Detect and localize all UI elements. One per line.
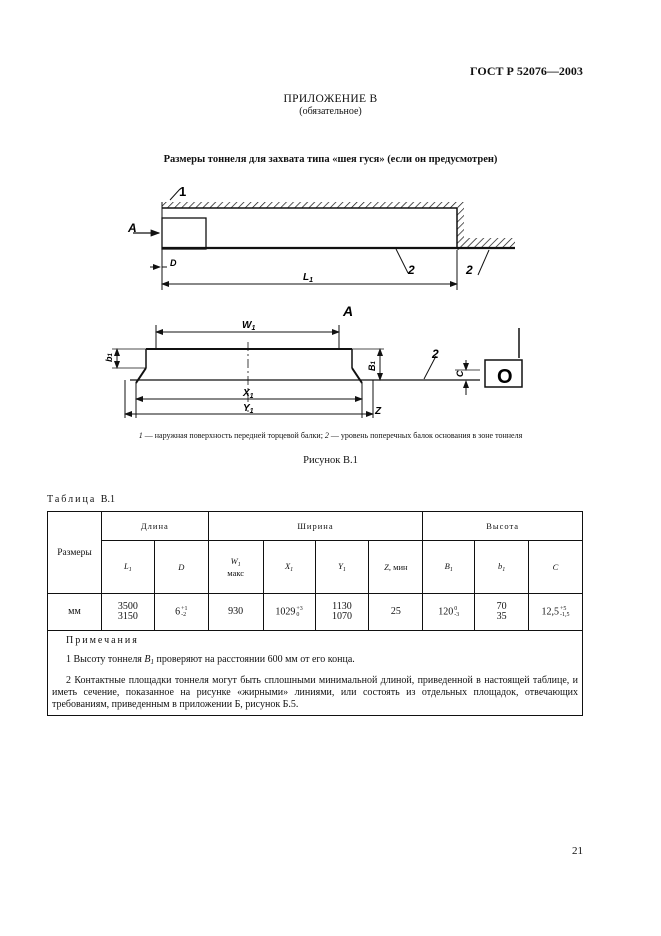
header-height: Высота [423,512,583,541]
appendix-subtitle: (обязательное) [299,106,362,117]
dim-x-label: $X_1$ [243,388,254,400]
header-l1: $L_1$ [101,541,154,594]
header-z: Z, мин [369,541,423,594]
cell-z: 25 [369,594,423,631]
header-sizes: Размеры [48,512,102,594]
note-2: 2 Контактные площадки тоннеля могут быть сплошными минимальной длиной, приведенной в настоящей таблице, и иметь сечение, показанное на рисунке «жирными» линиями, или состоять из отдельных площадок, отвечающих требованиям, приведенным в приложении Б, рисунок Б.5. [52,675,578,710]
o-symbol: O [497,366,513,388]
header-c: C [529,541,583,594]
figure-caption: Рисунок В.1 [303,455,358,466]
dim-z-label: Z [375,406,382,417]
header-b1: $B_1$ [423,541,475,594]
view-a [104,303,522,418]
cell-w1: 930 [208,594,263,631]
dim-d-label: D [170,258,177,268]
header-x1: $X_1$ [263,541,315,594]
header-y1: $Y_1$ [315,541,369,594]
callout-2c: 2 [432,347,439,361]
cell-y1: 1130 1070 [315,594,369,631]
dim-bb-label: B1 [367,361,377,371]
side-view [127,184,515,290]
cell-c: 12,5+5 -1,5 [529,594,583,631]
cell-x1: 1029+3 0 [263,594,315,631]
header-bb1: $b_1$ [475,541,529,594]
dim-c-label: C [455,370,465,377]
dim-l-label: $L_1$ [303,272,314,284]
appendix-title: ПРИЛОЖЕНИЕ В [283,93,378,105]
table-notes [48,631,583,716]
cell-b1: 1200 -3 [423,594,475,631]
callout-1: 1 [179,184,187,199]
notes-title: Примечания [66,635,139,646]
table-row [48,594,583,631]
table-label: Таблица В.1 [47,494,115,505]
header-d: D [154,541,208,594]
dimensions-table [47,511,583,716]
page-number: 21 [572,845,583,857]
callout-2b: 2 [466,263,473,277]
cell-d: 6+1 -2 [154,594,208,631]
dim-b-label: b1 [104,353,114,362]
tunnel-drawing [0,0,661,430]
note-1: 1 Высоту тоннеля $B_1$ проверяют на расстоянии 600 мм от его конца. [66,654,355,666]
callout-2: 2 [408,263,415,277]
dim-y-label: $Y_1$ [243,403,254,415]
header-w1: $W_1$ макс [208,541,263,594]
header-width: Ширина [208,512,423,541]
view-arrow-label: A [128,221,137,235]
dim-w-label: $W_1$ [242,320,256,332]
cell-l1: 3500 3150 [101,594,154,631]
cell-bb1: 70 35 [475,594,529,631]
document-code: ГОСТ Р 52076—2003 [470,64,583,78]
figure-legend: 1 — наружная поверхность передней торцевой балки; 2 — уровень поперечных балок основания в зоне тоннеля [138,431,523,440]
header-length: Длина [101,512,208,541]
cell-unit: мм [48,594,102,631]
view-a-label: A [343,303,354,319]
figure-heading: Размеры тоннеля для захвата типа «шея гуся» (если он предусмотрен) [163,154,498,165]
